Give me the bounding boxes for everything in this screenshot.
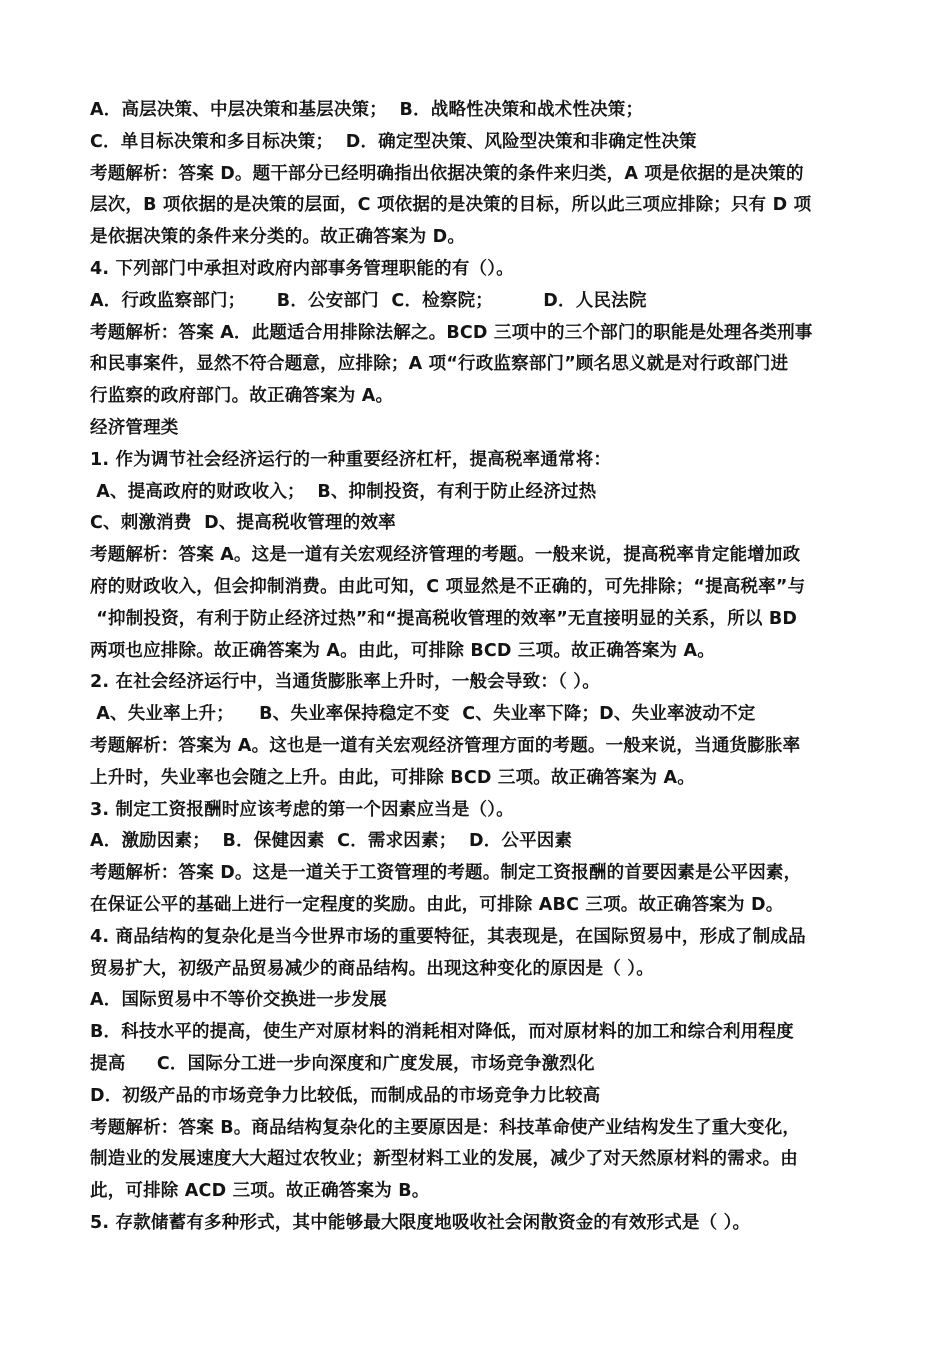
text-line-analysis: 行监察的政府部门。故正确答案为 A。 bbox=[90, 386, 394, 407]
text-line-analysis: 考题解析：答案 A。这是一道有关宏观经济管理的考题。一般来说，提高税率肯定能增加政 bbox=[90, 545, 801, 566]
text-line-analysis: 考题解析：答案为 A。这也是一道有关宏观经济管理方面的考题。一般来说，当通货膨胀率 bbox=[90, 735, 801, 756]
text-line-analysis: 府的财政收入，但会抑制消费。由此可知，C 项显然是不正确的，可先排除；“提高税率”与 bbox=[90, 576, 806, 597]
text-line-analysis: 是依据决策的条件来分类的。故正确答案为 D。 bbox=[90, 227, 466, 248]
question-5: 5. 存款储蓄有多种形式，其中能够最大限度地吸收社会闲散资金的有效形式是（ ）。 bbox=[90, 1212, 751, 1233]
question-4: 4. 下列部门中承担对政府内部事务管理职能的有（）。 bbox=[90, 258, 514, 279]
text-line-analysis: 制造业的发展速度大大超过农牧业；新型材料工业的发展，减少了对天然原材料的需求。由 bbox=[90, 1149, 798, 1170]
question-2: 2. 在社会经济运行中，当通货膨胀率上升时，一般会导致：（ ）。 bbox=[90, 672, 600, 693]
text-line-analysis: 在保证公平的基础上进行一定程度的奖励。由此，可排除 ABC 三项。故正确答案为 D。 bbox=[90, 894, 784, 915]
text-line-analysis: 层次，B 项依据的是决策的层面，C 项依据的是决策的目标，所以此三项应排除；只有 D 项 bbox=[90, 195, 812, 216]
question-4-option-a: A．国际贸易中不等价交换进一步发展 bbox=[90, 990, 387, 1011]
question-4: 4. 商品结构的复杂化是当今世界市场的重要特征，其表现是，在国际贸易中，形成了制成品 bbox=[90, 926, 806, 947]
text-line-analysis: 此，可排除 ACD 三项。故正确答案为 B。 bbox=[90, 1181, 430, 1202]
question-4-option-d: D．初级产品的市场竞争力比较低，而制成品的市场竞争力比较高 bbox=[90, 1085, 601, 1106]
text-line-analysis: 考题解析：答案 B。商品结构复杂化的主要原因是：科技革命使产业结构发生了重大变化， bbox=[90, 1117, 801, 1138]
question-1-options: A、提高政府的财政收入； B、抑制投资，有利于防止经济过热 bbox=[90, 481, 597, 502]
question-3-options: A．激励因素； B．保健因素 C．需求因素； D．公平因素 bbox=[90, 831, 573, 852]
document-text bbox=[90, 95, 865, 1240]
question-4-option-b: B．科技水平的提高，使生产对原材料的消耗相对降低，而对原材料的加工和综合利用程度 bbox=[90, 1022, 794, 1043]
question-4: 贸易扩大，初级产品贸易减少的商品结构。出现这种变化的原因是（ ）。 bbox=[90, 958, 654, 979]
question-4-options: A．行政监察部门； B．公安部门 C．检察院； D．人民法院 bbox=[90, 290, 647, 311]
text-line-analysis: 考题解析：答案 D。题干部分已经明确指出依据决策的条件来归类，A 项是依据的是决策的 bbox=[90, 163, 804, 184]
text-line-options-c-d: C．单目标决策和多目标决策； D．确定型决策、风险型决策和非确定性决策 bbox=[90, 131, 697, 152]
text-line-analysis: 考题解析：答案 A．此题适合用排除法解之。BCD 三项中的三个部门的职能是处理各类刑事 bbox=[90, 322, 813, 343]
text-line-analysis: “抑制投资，有利于防止经济过热”和“提高税收管理的效率”无直接明显的关系，所以 BD bbox=[90, 608, 798, 629]
text-line-analysis: 上升时，失业率也会随之上升。由此，可排除 BCD 三项。故正确答案为 A。 bbox=[90, 767, 695, 788]
text-line-analysis: 两项也应排除。故正确答案为 A。由此，可排除 BCD 三项。故正确答案为 A。 bbox=[90, 640, 715, 661]
question-3: 3. 制定工资报酬时应该考虑的第一个因素应当是（）。 bbox=[90, 799, 514, 820]
text-line-options-a-b: A．高层决策、中层决策和基层决策； B．战略性决策和战术性决策； bbox=[90, 100, 644, 120]
question-1: 1. 作为调节社会经济运行的一种重要经济杠杆，提高税率通常将： bbox=[90, 449, 612, 470]
question-4-option-b-c: 提高 C．国际分工进一步向深度和广度发展，市场竞争激烈化 bbox=[90, 1053, 595, 1074]
text-line-analysis: 考题解析：答案 D。这是一道关于工资管理的考题。制定工资报酬的首要因素是公平因素， bbox=[90, 863, 802, 884]
text-line-analysis: 和民事案件，显然不符合题意，应排除；A 项“行政监察部门”顾名思义就是对行政部门进 bbox=[90, 354, 789, 375]
question-2-options: A、失业率上升； B、失业率保持稳定不变 C、失业率下降；D、失业率波动不定 bbox=[90, 704, 756, 725]
question-1-options: C、刺激消费 D、提高税收管理的效率 bbox=[90, 513, 396, 534]
section-heading: 经济管理类 bbox=[90, 417, 179, 438]
